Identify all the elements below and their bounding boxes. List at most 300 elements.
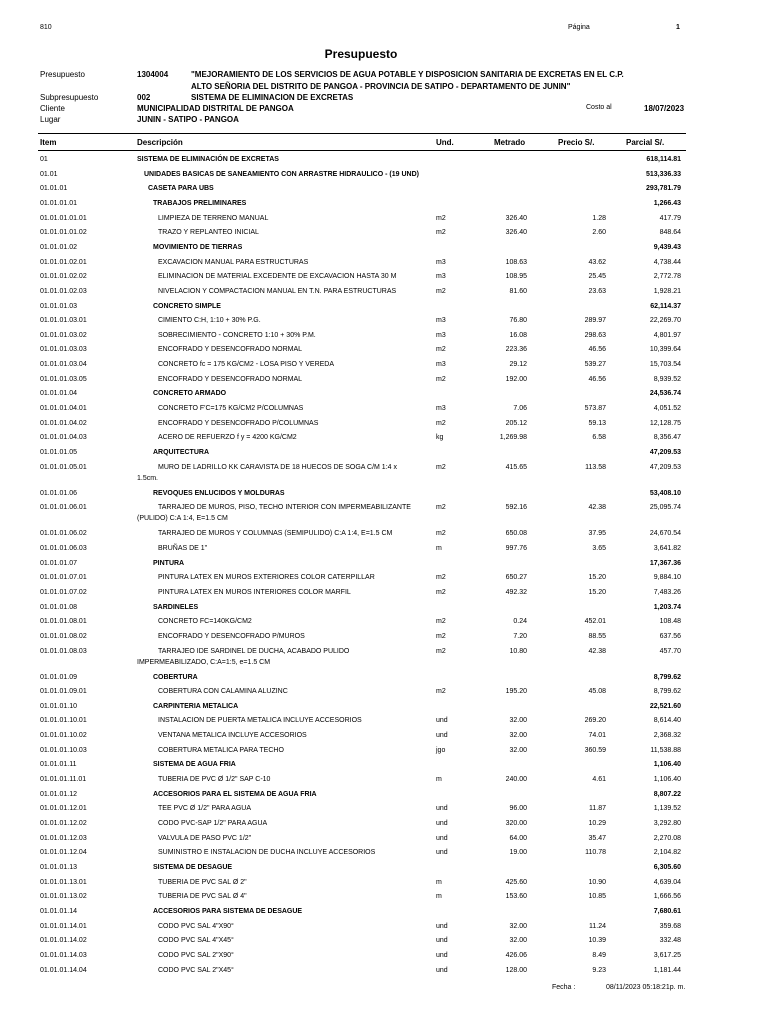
row-description: MOVIMIENTO DE TIERRAS: [153, 243, 243, 251]
row-parcial: 47,209.53: [649, 449, 681, 456]
row-precio: 1.28: [592, 214, 606, 222]
row-unit: m3: [436, 361, 446, 369]
row-description: TUBERIA DE PVC Ø 1/2" SAP C-10: [158, 776, 271, 784]
row-description: LIMPIEZA DE TERRENO MANUAL: [158, 214, 269, 222]
row-unit: m2: [436, 214, 446, 222]
row-parcial: 359.68: [659, 922, 681, 930]
row-item-code: 01.01.01.03: [40, 302, 77, 310]
row-parcial: 8,614.40: [653, 717, 681, 725]
row-unit: und: [436, 922, 448, 930]
table-row: [0, 390, 768, 404]
table-row: [0, 791, 768, 805]
row-unit: m: [436, 893, 442, 901]
row-item-code: 01.01.01.03.05: [40, 375, 87, 383]
row-item-code: 01.01.01.06.02: [40, 530, 87, 538]
row-parcial: 15,703.54: [649, 361, 681, 369]
row-metrado: 128.00: [505, 966, 527, 974]
doc-code: 810: [40, 24, 52, 31]
table-row: [0, 420, 768, 434]
row-precio: 3.65: [592, 544, 606, 552]
row-item-code: 01.01.01.08.03: [40, 647, 87, 655]
row-parcial: 1,139.52: [653, 805, 681, 813]
row-parcial: 2,368.32: [653, 732, 681, 740]
row-unit: m2: [436, 530, 446, 538]
row-item-code: 01.01.01.03.02: [40, 331, 87, 339]
row-precio: 10.29: [588, 820, 606, 827]
table-row: [0, 835, 768, 849]
table-row: [0, 229, 768, 243]
costo-label: Costo al: [586, 104, 612, 111]
row-item-code: 01.01.01.05.01: [40, 463, 87, 471]
row-unit: m2: [436, 574, 446, 582]
row-parcial: 1,266.43: [653, 199, 681, 207]
row-description: CONCRETO ARMADO: [153, 390, 227, 398]
col-precio: Precio S/.: [558, 138, 595, 147]
table-row: [0, 490, 768, 504]
row-item-code: 01.01.01.07.01: [40, 574, 87, 582]
row-unit: und: [436, 717, 448, 725]
row-description: TRAZO Y REPLANTEO INICIAL: [158, 229, 259, 237]
row-metrado: 81.60: [509, 287, 527, 295]
row-precio: 6.58: [592, 434, 606, 442]
row-description: TUBERIA DE PVC SAL Ø 4": [158, 893, 247, 901]
row-unit: m2: [436, 229, 446, 237]
row-parcial: 47,209.53: [649, 463, 681, 471]
row-parcial: 4,801.97: [653, 331, 681, 339]
row-metrado: 108.95: [505, 273, 527, 281]
row-item-code: 01.01.01.12.03: [40, 834, 87, 842]
presupuesto-label: Presupuesto: [40, 70, 85, 79]
row-parcial: 848.64: [659, 229, 681, 237]
row-description: ENCOFRADO Y DESENCOFRADO P/MUROS: [158, 632, 305, 640]
row-unit: und: [436, 937, 448, 945]
table-row: [0, 346, 768, 360]
row-parcial: 17,367.36: [649, 559, 681, 567]
row-unit: und: [436, 951, 448, 959]
row-description: INSTALACION DE PUERTA METALICA INCLUYE ACCESORIOS: [158, 717, 362, 725]
row-unit: und: [436, 820, 448, 827]
row-description: CONCRETO fc = 175 KG/CM2 - LOSA PISO Y VEREDA: [158, 361, 335, 369]
table-row: [0, 849, 768, 863]
row-unit: m2: [436, 375, 446, 383]
row-precio: 74.01: [588, 732, 606, 740]
row-description: MURO DE LADRILLO KK CARAVISTA DE 18 HUECOS DE SOGA C/M 1:4 x: [158, 463, 397, 471]
row-unit: kg: [436, 434, 444, 442]
row-parcial: 2,772.78: [653, 273, 681, 281]
row-item-code: 01.01.01.03.01: [40, 317, 87, 325]
table-row: [0, 530, 768, 544]
row-parcial: 3,292.80: [653, 820, 681, 827]
row-parcial: 293,781.79: [645, 185, 681, 193]
table-row: [0, 618, 768, 632]
row-item-code: 01.01.01.02.01: [40, 258, 87, 266]
row-precio: 11.87: [589, 805, 606, 813]
row-item-code: 01.01.01.08.02: [40, 632, 87, 640]
row-parcial: 22,269.70: [649, 317, 681, 325]
table-row: [0, 288, 768, 302]
row-description: ENCOFRADO Y DESENCOFRADO NORMAL: [158, 375, 303, 383]
lugar-name: JUNIN - SATIPO - PANGOA: [137, 115, 239, 124]
row-precio: 42.38: [588, 647, 606, 655]
row-unit: und: [436, 732, 448, 740]
row-unit: m2: [436, 504, 446, 512]
row-unit: m2: [436, 618, 446, 626]
row-item-code: 01.01.01.11: [40, 761, 77, 769]
project-title-line1: "MEJORAMIENTO DE LOS SERVICIOS DE AGUA POTABLE Y DISPOSICION SANITARIA DE EXCRETAS EN EL C.P.: [191, 70, 624, 79]
row-description: ENCOFRADO Y DESENCOFRADO NORMAL: [158, 346, 303, 354]
row-precio: 59.13: [588, 419, 606, 427]
row-item-code: 01.01.01.10: [40, 702, 77, 710]
row-unit: und: [436, 849, 448, 857]
row-description: REVOQUES ENLUCIDOS Y MOLDURAS: [153, 489, 285, 497]
row-metrado: 320.00: [505, 820, 527, 827]
row-metrado: 592.16: [505, 504, 527, 512]
row-item-code: 01.01.01.06.03: [40, 544, 87, 552]
row-parcial: 8,799.62: [653, 688, 681, 696]
row-description: EXCAVACION MANUAL PARA ESTRUCTURAS: [158, 258, 309, 266]
row-metrado: 10.80: [509, 647, 527, 655]
row-precio: 15.20: [588, 588, 606, 596]
row-parcial: 4,738.44: [653, 258, 681, 266]
row-description: COBERTURA CON CALAMINA ALUZINC: [158, 688, 288, 696]
row-parcial: 8,799.62: [653, 673, 681, 681]
table-row: [0, 703, 768, 717]
row-precio: 9.23: [592, 966, 606, 974]
row-precio: 23.63: [588, 287, 606, 295]
row-description: SOBRECIMIENTO - CONCRETO 1:10 + 30% P.M.: [158, 331, 316, 339]
row-item-code: 01.01.01.03.04: [40, 361, 87, 369]
row-description: PINTURA: [153, 559, 185, 567]
row-description: CODO PVC-SAP 1/2" PARA AGUA: [158, 820, 268, 827]
row-description: ELIMINACION DE MATERIAL EXCEDENTE DE EXCAVACION HASTA 30 M: [158, 273, 397, 281]
row-precio: 10.90: [588, 878, 606, 886]
row-parcial: 24,536.74: [649, 390, 681, 398]
table-row: [0, 332, 768, 346]
row-precio: 11.24: [589, 922, 606, 930]
table-row: [0, 504, 768, 518]
row-item-code: 01.01.01.09: [40, 673, 77, 681]
table-row: [0, 574, 768, 588]
table-row: [0, 776, 768, 790]
row-metrado: 7.06: [513, 405, 527, 413]
row-description: SUMINISTRO E INSTALACION DE DUCHA INCLUYE ACCESORIOS: [158, 849, 376, 857]
row-description: SARDINELES: [153, 603, 199, 611]
table-row: [0, 405, 768, 419]
row-unit: m3: [436, 331, 446, 339]
row-item-code: 01.01.01.08.01: [40, 618, 87, 626]
row-item-code: 01.01.01.13: [40, 863, 77, 871]
row-precio: 88.55: [588, 632, 606, 640]
row-precio: 360.59: [584, 746, 606, 754]
row-precio: 35.47: [588, 834, 606, 842]
row-metrado: 650.27: [505, 574, 527, 582]
row-metrado: 326.40: [505, 229, 527, 237]
row-parcial: 12,128.75: [649, 419, 681, 427]
row-parcial: 618,114.81: [646, 156, 681, 163]
subpresupuesto-code: 002: [137, 93, 151, 102]
row-parcial: 11,538.88: [650, 746, 681, 754]
table-row: [0, 967, 768, 981]
row-description: CODO PVC SAL 4"X90°: [158, 922, 234, 930]
subpresupuesto-label: Subpresupuesto: [40, 93, 99, 102]
row-item-code: 01.01.01.07: [40, 559, 77, 567]
row-item-code: 01.01.01.14.03: [40, 951, 87, 959]
row-precio: 8.49: [592, 951, 606, 959]
row-description: COBERTURA: [153, 673, 198, 681]
row-description: CONCRETO F'C=175 KG/CM2 P/COLUMNAS: [158, 405, 304, 413]
row-description-continued: 1.5cm.: [137, 474, 159, 482]
cliente-name: MUNICIPALIDAD DISTRITAL DE PANGOA: [137, 104, 294, 113]
row-unit: m3: [436, 258, 446, 266]
table-row: [0, 244, 768, 258]
page-label: Página: [568, 24, 590, 31]
row-item-code: 01.01: [40, 170, 58, 178]
row-metrado: 426.06: [505, 951, 527, 959]
row-precio: 269.20: [584, 717, 606, 725]
row-description: ACCESORIOS PARA EL SISTEMA DE AGUA FRIA: [153, 790, 317, 798]
costo-date: 18/07/2023: [644, 104, 685, 113]
row-metrado: 32.00: [509, 746, 527, 754]
row-unit: und: [436, 966, 448, 974]
row-unit: m2: [436, 287, 446, 295]
table-row: [0, 820, 768, 834]
row-metrado: 32.00: [509, 717, 527, 725]
row-metrado: 16.08: [509, 331, 527, 339]
page-title: Presupuesto: [324, 47, 398, 61]
row-description: CODO PVC SAL 4"X45°: [158, 937, 234, 945]
row-parcial: 457.70: [659, 647, 681, 655]
row-parcial: 332.48: [659, 937, 681, 945]
table-row: [0, 200, 768, 214]
row-description-continued: IMPERMEABILIZADO, C:A=1:5, e=1.5 CM: [137, 658, 271, 666]
row-item-code: 01.01.01.04.03: [40, 434, 87, 442]
table-row: [0, 648, 768, 662]
lugar-label: Lugar: [40, 115, 61, 124]
row-unit: m2: [436, 688, 446, 696]
row-item-code: 01.01.01.04: [40, 390, 77, 398]
row-unit: jgo: [436, 746, 446, 754]
row-description: VENTANA METALICA INCLUYE ACCESORIOS: [158, 732, 307, 740]
row-description: CIMIENTO C:H, 1:10 + 30% P.G.: [158, 317, 261, 325]
row-precio: 45.08: [588, 688, 606, 696]
row-item-code: 01.01.01.02.02: [40, 273, 87, 281]
row-parcial: 4,639.04: [653, 878, 681, 886]
row-metrado: 96.00: [509, 805, 527, 813]
row-precio: 539.27: [584, 361, 606, 369]
row-metrado: 19.00: [509, 849, 527, 857]
row-unit: m2: [436, 647, 446, 655]
row-parcial: 62,114.37: [650, 302, 681, 310]
row-unit: m: [436, 878, 442, 886]
row-metrado: 205.12: [505, 419, 527, 427]
row-unit: und: [436, 805, 448, 813]
table-row: [0, 376, 768, 390]
table-row: [0, 688, 768, 702]
row-description: CONCRETO FC=140KG/CM2: [158, 618, 252, 626]
row-description: CODO PVC SAL 2"X90°: [158, 951, 234, 959]
row-description: CODO PVC SAL 2"X45°: [158, 966, 234, 974]
row-item-code: 01.01.01.09.01: [40, 688, 87, 696]
row-precio: 46.56: [588, 375, 606, 383]
row-unit: m2: [436, 346, 446, 354]
table-row: [0, 923, 768, 937]
row-metrado: 415.65: [505, 463, 527, 471]
row-precio: 452.01: [584, 618, 606, 626]
table-row: [0, 633, 768, 647]
row-unit: m2: [436, 632, 446, 640]
row-parcial: 108.48: [659, 618, 681, 626]
row-item-code: 01.01.01.12.01: [40, 805, 87, 813]
row-parcial: 1,106.40: [653, 761, 681, 769]
table-row: [0, 303, 768, 317]
table-row: [0, 156, 768, 170]
row-unit: m2: [436, 419, 446, 427]
row-precio: 289.97: [584, 317, 606, 325]
row-precio: 110.78: [585, 849, 606, 857]
row-description: TEE PVC Ø 1/2" PARA AGUA: [158, 805, 251, 813]
row-item-code: 01.01.01.01: [40, 199, 77, 207]
table-row: [0, 879, 768, 893]
row-item-code: 01.01.01.02.03: [40, 287, 87, 295]
row-metrado: 0.24: [513, 618, 527, 626]
row-metrado: 997.76: [505, 544, 527, 552]
row-metrado: 153.60: [505, 893, 527, 901]
table-row: [0, 259, 768, 273]
row-item-code: 01.01.01.05: [40, 449, 77, 456]
row-precio: 15.20: [588, 574, 606, 582]
col-parcial: Parcial S/.: [626, 138, 665, 147]
row-metrado: 32.00: [509, 937, 527, 945]
row-item-code: 01: [40, 156, 48, 163]
row-description: PINTURA LATEX EN MUROS INTERIORES COLOR MARFIL: [158, 588, 351, 596]
row-precio: 4.61: [592, 776, 606, 784]
row-item-code: 01.01.01.11.01: [40, 776, 87, 784]
row-precio: 37.95: [588, 530, 606, 538]
row-unit: m3: [436, 405, 446, 413]
row-metrado: 326.40: [505, 214, 527, 222]
row-unit: m3: [436, 317, 446, 325]
row-metrado: 32.00: [509, 732, 527, 740]
row-precio: 10.39: [588, 937, 606, 945]
row-item-code: 01.01.01.14.02: [40, 937, 87, 945]
table-row: [0, 893, 768, 907]
row-parcial: 1,181.44: [653, 966, 681, 974]
row-metrado: 1,269.98: [499, 434, 527, 442]
table-row: [0, 952, 768, 966]
row-item-code: 01.01.01.10.02: [40, 732, 87, 740]
fecha-value: 08/11/2023 05:18:21p. m.: [606, 984, 686, 991]
row-description: ENCOFRADO Y DESENCOFRADO P/COLUMNAS: [158, 419, 319, 427]
row-parcial: 7,483.26: [653, 588, 681, 596]
row-description: CASETA PARA UBS: [148, 185, 214, 193]
row-precio: 25.45: [588, 273, 606, 281]
row-parcial: 1,928.21: [653, 287, 681, 295]
row-item-code: 01.01.01.04.01: [40, 405, 87, 413]
row-metrado: 223.36: [505, 346, 527, 354]
row-metrado: 492.32: [505, 588, 527, 596]
row-metrado: 425.60: [505, 878, 527, 886]
presupuesto-code: 1304004: [137, 70, 169, 79]
row-item-code: 01.01.01: [40, 185, 68, 193]
row-item-code: 01.01.01.06: [40, 489, 77, 497]
row-description: ACERO DE REFUERZO f y = 4200 KG/CM2: [158, 434, 297, 442]
table-row: [0, 434, 768, 448]
row-parcial: 8,356.47: [653, 434, 681, 442]
row-parcial: 9,884.10: [653, 574, 681, 582]
row-parcial: 8,939.52: [653, 375, 681, 383]
row-item-code: 01.01.01.01.01: [40, 214, 87, 222]
row-unit: m3: [436, 273, 446, 281]
table-row: [0, 317, 768, 331]
row-item-code: 01.01.01.03.03: [40, 346, 87, 354]
row-precio: 10.85: [588, 893, 606, 901]
table-row: [0, 805, 768, 819]
row-parcial: 417.79: [659, 214, 681, 222]
header-top-rule: [38, 133, 686, 134]
row-parcial: 9,439.43: [653, 243, 681, 251]
table-row: [0, 560, 768, 574]
row-precio: 2.60: [592, 229, 606, 237]
row-parcial: 2,104.82: [653, 849, 681, 857]
row-parcial: 1,666.56: [653, 893, 681, 901]
row-parcial: 10,399.64: [649, 346, 681, 354]
row-unit: m2: [436, 463, 446, 471]
row-parcial: 53,408.10: [649, 489, 681, 497]
row-item-code: 01.01.01.10.03: [40, 746, 87, 754]
table-row: [0, 361, 768, 375]
row-metrado: 32.00: [509, 922, 527, 930]
row-parcial: 1,106.40: [653, 776, 681, 784]
table-row: [0, 717, 768, 731]
table-row: [0, 674, 768, 688]
row-description: PINTURA LATEX EN MUROS EXTERIORES COLOR CATERPILLAR: [158, 574, 375, 582]
row-description: COBERTURA METALICA PARA TECHO: [158, 746, 284, 754]
row-unit: m2: [436, 588, 446, 596]
table-row: [0, 449, 768, 463]
row-item-code: 01.01.01.02: [40, 243, 77, 251]
row-parcial: 25,095.74: [649, 504, 681, 512]
project-title-line2: ALTO SEÑORIA DEL DISTRITO DE PANGOA - PROVINCIA DE SATIPO - DEPARTAMENTO DE JUNIN": [191, 82, 571, 91]
row-item-code: 01.01.01.13.02: [40, 893, 87, 901]
table-row: [0, 464, 768, 478]
table-row: [0, 864, 768, 878]
row-precio: 43.62: [588, 258, 606, 266]
row-description: BRUÑAS DE 1": [158, 544, 208, 552]
row-item-code: 01.01.01.14: [40, 907, 77, 915]
row-unit: und: [436, 834, 448, 842]
row-description: TARRAJEO DE MUROS Y COLUMNAS (SEMIPULIDO) C:A 1:4, E=1.5 CM: [158, 530, 393, 538]
row-parcial: 513,336.33: [645, 170, 681, 178]
row-metrado: 29.12: [509, 361, 527, 369]
table-row: [0, 171, 768, 185]
table-row: [0, 908, 768, 922]
row-metrado: 240.00: [505, 776, 527, 784]
table-row: [0, 604, 768, 618]
row-precio: 46.56: [588, 346, 606, 354]
row-unit: m: [436, 776, 442, 784]
row-parcial: 24,670.54: [649, 530, 681, 538]
table-row: [0, 937, 768, 951]
col-metrado: Metrado: [494, 138, 526, 147]
row-description: TRABAJOS PRELIMINARES: [153, 199, 247, 207]
fecha-label: Fecha :: [552, 984, 576, 991]
row-description-continued: (PULIDO) C:A 1:4, E=1.5 CM: [137, 515, 228, 523]
col-und: Und.: [436, 138, 454, 147]
row-item-code: 01.01.01.13.01: [40, 878, 87, 886]
row-parcial: 3,617.25: [653, 951, 681, 959]
row-metrado: 195.20: [505, 688, 527, 696]
row-metrado: 192.00: [505, 375, 527, 383]
